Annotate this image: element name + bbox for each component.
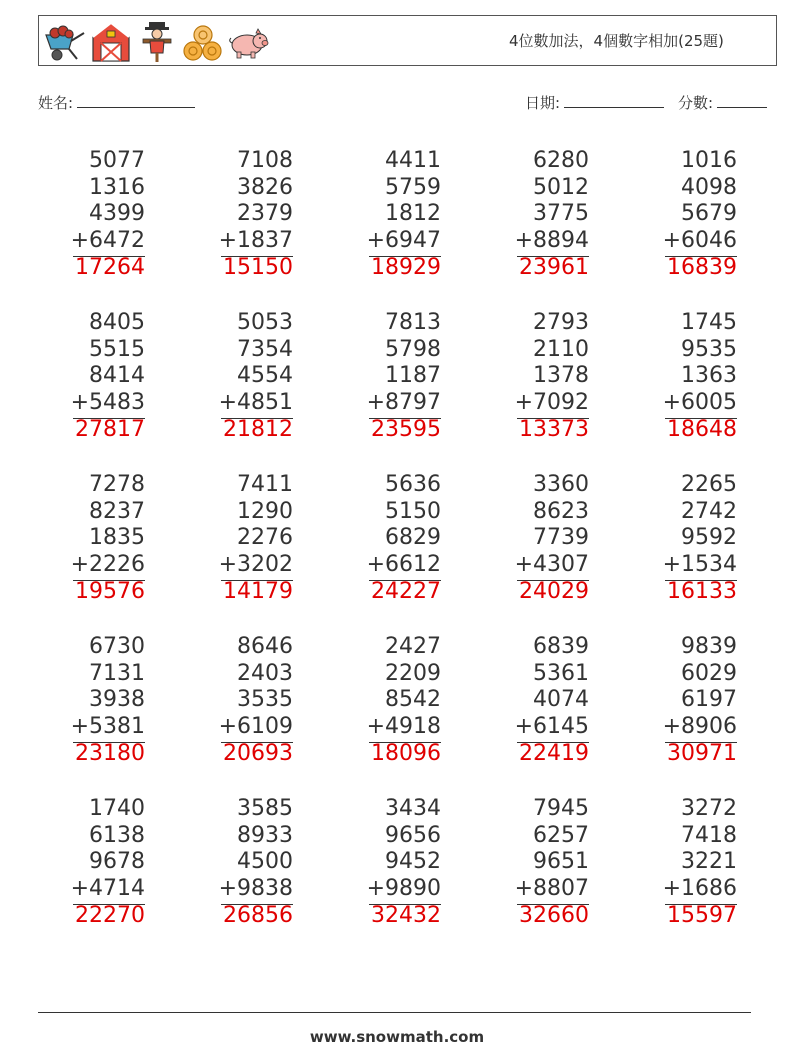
problem-6 <box>35 310 145 450</box>
answer: 32660 <box>519 903 589 929</box>
answer: 16133 <box>667 579 737 605</box>
addend: +8807 <box>514 875 589 901</box>
problem-15 <box>627 472 737 612</box>
addend: 7108 <box>237 148 293 173</box>
addend: 1187 <box>385 363 441 389</box>
addend: +6612 <box>366 551 441 577</box>
addend: 7354 <box>237 336 293 362</box>
problem-13 <box>331 472 441 612</box>
addend: 4411 <box>385 148 441 173</box>
problem-16 <box>35 634 145 774</box>
addend: 2427 <box>385 634 441 659</box>
answer: 23961 <box>519 255 589 281</box>
addend: +1534 <box>662 551 737 577</box>
problem-17 <box>183 634 293 774</box>
addend: 5150 <box>385 498 441 524</box>
addend: 3826 <box>237 174 293 200</box>
addend: +6109 <box>218 713 293 739</box>
problem-5 <box>627 148 737 288</box>
addend: +6145 <box>514 713 589 739</box>
addend: 9651 <box>533 849 589 875</box>
problem-18 <box>331 634 441 774</box>
answer: 21812 <box>223 417 293 443</box>
footer-url: www.snowmath.com <box>309 1028 485 1046</box>
addend: 5636 <box>385 472 441 497</box>
addend: 5798 <box>385 336 441 362</box>
addend: 6257 <box>533 822 589 848</box>
addend: 6839 <box>533 634 589 659</box>
addend: 9592 <box>681 525 737 551</box>
addend: 4500 <box>237 849 293 875</box>
answer: 20693 <box>223 741 293 767</box>
addend: 1290 <box>237 498 293 524</box>
addend: +6472 <box>70 227 145 253</box>
addend: 8542 <box>385 687 441 713</box>
addend: 6138 <box>89 822 145 848</box>
addend: +9890 <box>366 875 441 901</box>
answer: 32432 <box>371 903 441 929</box>
addend: 7739 <box>533 525 589 551</box>
addend: 2110 <box>533 336 589 362</box>
addend: 2793 <box>533 310 589 335</box>
problem-8 <box>331 310 441 450</box>
addend: 6730 <box>89 634 145 659</box>
addend: 8414 <box>89 363 145 389</box>
addend: 9678 <box>89 849 145 875</box>
addend: 3360 <box>533 472 589 497</box>
addend: +1837 <box>218 227 293 253</box>
addend: 2379 <box>237 201 293 227</box>
addend: +4851 <box>218 389 293 415</box>
answer: 18929 <box>371 255 441 281</box>
answer: 15597 <box>667 903 737 929</box>
addend: 9535 <box>681 336 737 362</box>
answer: 22270 <box>75 903 145 929</box>
addend: 3272 <box>681 796 737 821</box>
addend: 6197 <box>681 687 737 713</box>
addend: +6005 <box>662 389 737 415</box>
date-label: 日期: <box>525 94 561 112</box>
addend: 8646 <box>237 634 293 659</box>
addend: +5483 <box>70 389 145 415</box>
answer: 17264 <box>75 255 145 281</box>
addend: 3585 <box>237 796 293 821</box>
addend: 6829 <box>385 525 441 551</box>
addend: +5381 <box>70 713 145 739</box>
addend: 7278 <box>89 472 145 497</box>
problem-11 <box>35 472 145 612</box>
addend: 7411 <box>237 472 293 497</box>
addend: +6046 <box>662 227 737 253</box>
answer: 24227 <box>371 579 441 605</box>
problem-14 <box>479 472 589 612</box>
addend: 3775 <box>533 201 589 227</box>
addend: 1740 <box>89 796 145 821</box>
addend: +6947 <box>366 227 441 253</box>
addend: 4074 <box>533 687 589 713</box>
problem-3 <box>331 148 441 288</box>
addend: +8906 <box>662 713 737 739</box>
problem-23 <box>331 796 441 936</box>
addend: 3535 <box>237 687 293 713</box>
answer: 18648 <box>667 417 737 443</box>
answer: 14179 <box>223 579 293 605</box>
answer: 15150 <box>223 255 293 281</box>
problem-4 <box>479 148 589 288</box>
addend: 9452 <box>385 849 441 875</box>
addend: +7092 <box>514 389 589 415</box>
addend: 2209 <box>385 660 441 686</box>
answer: 18096 <box>371 741 441 767</box>
addend: 2276 <box>237 525 293 551</box>
problem-7 <box>183 310 293 450</box>
addend: 2742 <box>681 498 737 524</box>
addend: 4399 <box>89 201 145 227</box>
answer: 16839 <box>667 255 737 281</box>
worksheet-title: 4位數加法，4個數字相加(25題) <box>509 32 724 50</box>
addend: 3221 <box>681 849 737 875</box>
answer: 23180 <box>75 741 145 767</box>
addend: 5759 <box>385 174 441 200</box>
addend: 2403 <box>237 660 293 686</box>
addend: 1016 <box>681 148 737 173</box>
addend: +4714 <box>70 875 145 901</box>
addend: +2226 <box>70 551 145 577</box>
addend: +9838 <box>218 875 293 901</box>
addend: 1378 <box>533 363 589 389</box>
addend: 5053 <box>237 310 293 335</box>
addend: 3938 <box>89 687 145 713</box>
addend: 2265 <box>681 472 737 497</box>
answer: 22419 <box>519 741 589 767</box>
addend: +8894 <box>514 227 589 253</box>
addend: 1835 <box>89 525 145 551</box>
addend: +3202 <box>218 551 293 577</box>
addend: 6029 <box>681 660 737 686</box>
score-label: 分數: <box>678 94 714 112</box>
answer: 13373 <box>519 417 589 443</box>
name-label: 姓名: <box>38 94 74 112</box>
addend: 1363 <box>681 363 737 389</box>
addend: 7131 <box>89 660 145 686</box>
problem-10 <box>627 310 737 450</box>
addend: 7945 <box>533 796 589 821</box>
problem-20 <box>627 634 737 774</box>
answer: 27817 <box>75 417 145 443</box>
addend: 8623 <box>533 498 589 524</box>
addend: 1812 <box>385 201 441 227</box>
addend: 3434 <box>385 796 441 821</box>
addend: 5012 <box>533 174 589 200</box>
addend: +8797 <box>366 389 441 415</box>
problem-21 <box>35 796 145 936</box>
problem-9 <box>479 310 589 450</box>
addend: 5077 <box>89 148 145 173</box>
addend: +4918 <box>366 713 441 739</box>
addend: 5361 <box>533 660 589 686</box>
addend: 1316 <box>89 174 145 200</box>
answer: 26856 <box>223 903 293 929</box>
addend: 9839 <box>681 634 737 659</box>
problem-1 <box>35 148 145 288</box>
addend: +1686 <box>662 875 737 901</box>
answer: 30971 <box>667 741 737 767</box>
problem-25 <box>627 796 737 936</box>
problem-22 <box>183 796 293 936</box>
problem-24 <box>479 796 589 936</box>
problem-12 <box>183 472 293 612</box>
addend: 8405 <box>89 310 145 335</box>
addend: 4554 <box>237 363 293 389</box>
addend: 5515 <box>89 336 145 362</box>
addend: +4307 <box>514 551 589 577</box>
addend: 7418 <box>681 822 737 848</box>
problem-2 <box>183 148 293 288</box>
addend: 6280 <box>533 148 589 173</box>
addend: 8237 <box>89 498 145 524</box>
answer: 19576 <box>75 579 145 605</box>
problem-19 <box>479 634 589 774</box>
addend: 9656 <box>385 822 441 848</box>
addend: 1745 <box>681 310 737 335</box>
answer: 23595 <box>371 417 441 443</box>
addend: 7813 <box>385 310 441 335</box>
addend: 5679 <box>681 201 737 227</box>
addend: 8933 <box>237 822 293 848</box>
answer: 24029 <box>519 579 589 605</box>
addend: 4098 <box>681 174 737 200</box>
footer-divider <box>38 1012 751 1013</box>
